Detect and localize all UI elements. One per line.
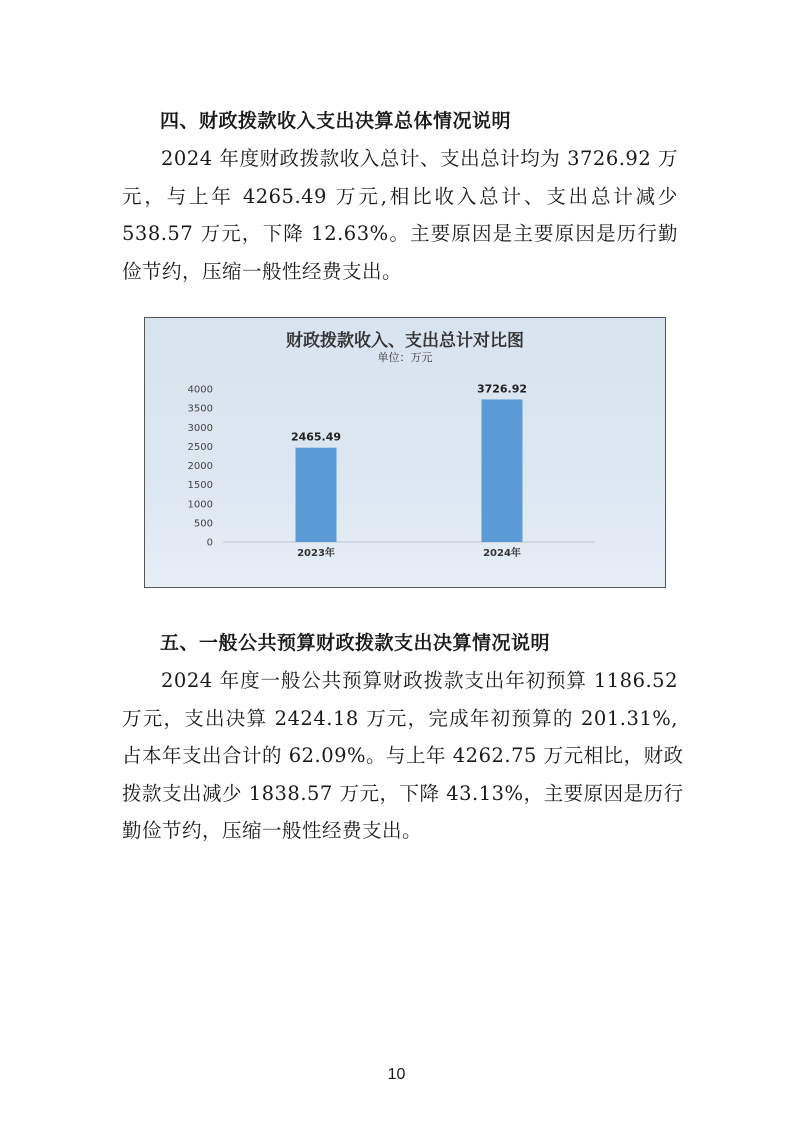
x-tick-label: 2023年 <box>297 548 335 559</box>
section4-line-2: 元，与上年 4265.49 万元,相比收入总计、支出总计减少 <box>122 184 678 208</box>
y-tick-label: 2500 <box>187 441 213 453</box>
section5-line-4: 拨款支出减少 1838.57 万元，下降 43.13%，主要原因是历行 <box>122 781 684 805</box>
x-tick-label: 2024年 <box>483 548 521 559</box>
y-tick-label: 1000 <box>187 499 213 511</box>
y-tick-label: 0 <box>206 537 213 549</box>
bar-2024年 <box>482 399 523 542</box>
section4-paragraph <box>122 140 678 290</box>
section5-paragraph <box>122 662 684 850</box>
page-number: 10 <box>387 1066 406 1083</box>
section5-line-1: 2024 年度一般公共预算财政拨款支出年初预算 1186.52 <box>161 669 678 692</box>
chart-canvas <box>145 318 665 587</box>
section5-line-2: 万元，支出决算 2424.18 万元，完成年初预算的 201.31%, <box>122 706 678 730</box>
bar-2023年 <box>296 448 337 542</box>
y-tick-label: 2000 <box>187 461 213 472</box>
y-tick-label: 3500 <box>187 403 213 415</box>
section4-line-4: 俭节约，压缩一般性经费支出。 <box>122 259 403 283</box>
data-label: 3726.92 <box>476 382 528 396</box>
section5-heading: 五、一般公共预算财政拨款支出决算情况说明 <box>160 632 551 654</box>
chart-subtitle: 单位：万元 <box>377 351 433 364</box>
section5-line-3: 占本年支出合计的 62.09%。与上年 4262.75 万元相比，财政 <box>122 744 684 767</box>
section4-heading: 四、财政拨款收入支出决算总体情况说明 <box>160 110 512 132</box>
y-tick-label: 3000 <box>187 422 213 434</box>
section4-line-1: 2024 年度财政拨款收入总计、支出总计均为 3726.92 万 <box>161 147 678 170</box>
y-tick-label: 500 <box>193 518 213 530</box>
comparison-chart <box>144 317 666 588</box>
y-tick-label: 1500 <box>187 480 213 492</box>
chart-title: 财政拨款收入、支出总计对比图 <box>286 331 524 351</box>
y-tick-label: 4000 <box>187 384 213 396</box>
section4-line-3: 538.57 万元，下降 12.63%。主要原因是主要原因是历行勤 <box>122 222 678 245</box>
data-label: 2465.49 <box>290 430 342 444</box>
section5-line-5: 勤俭节约，压缩一般性经费支出。 <box>122 819 423 842</box>
